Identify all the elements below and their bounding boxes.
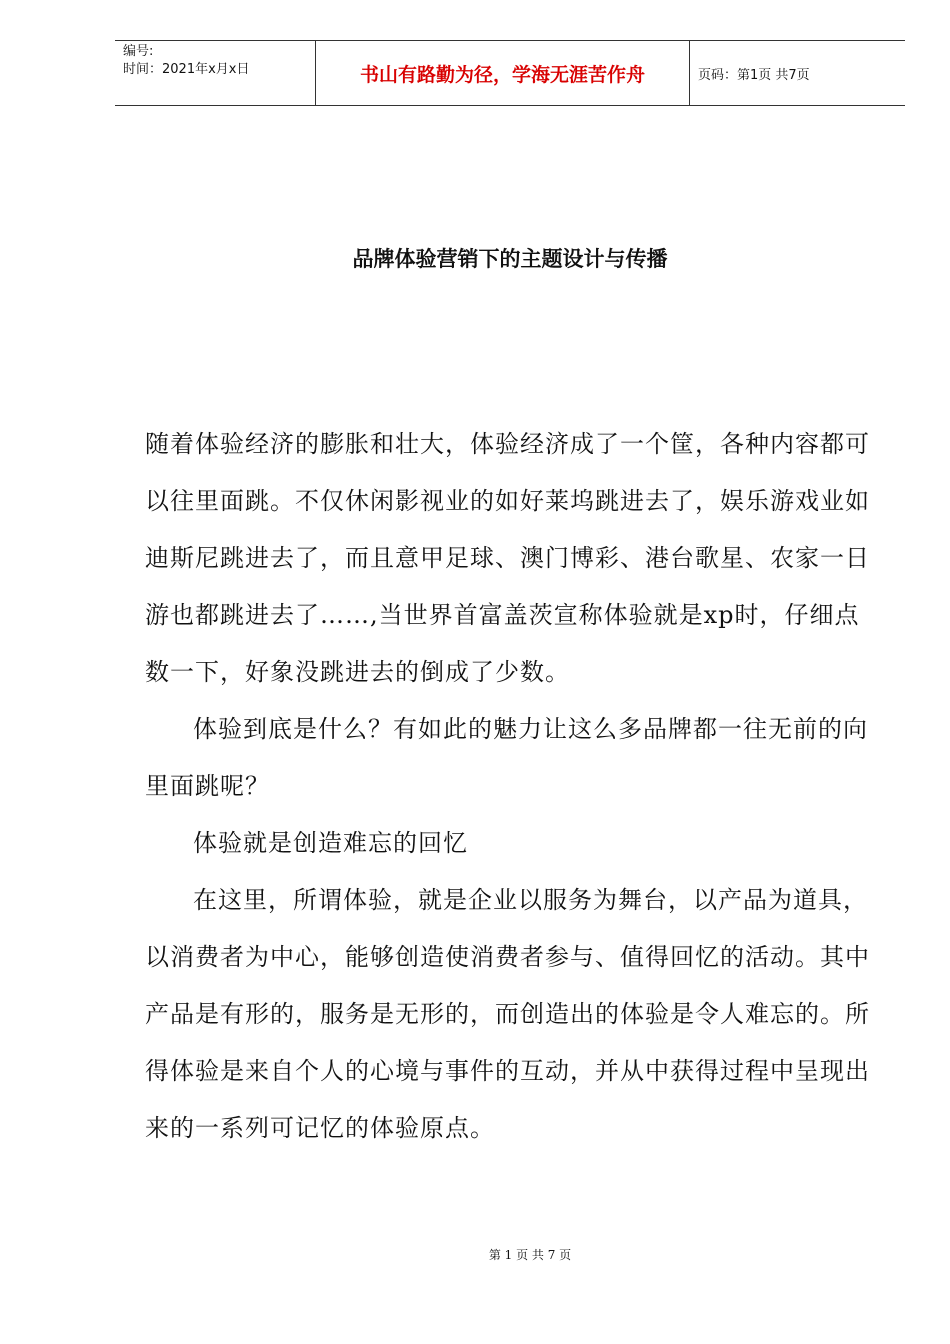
- body-paragraph: 体验到底是什么？有如此的魅力让这么多品牌都一往无前的向里面跳呢？: [145, 715, 868, 800]
- document-number-label: 编号:: [123, 44, 154, 59]
- body-paragraph: 在这里，所谓体验，就是企业以服务为舞台，以产品为道具，以消费者为中心，能够创造使消费者参与、值得回忆的活动。其中产品是有形的，服务是无形的，而创造出的体验是令人难忘的。所得体验是来自个人的心境与事件的互动，并从中获得过程中呈现出来的一系列可记忆的体验原点。: [145, 886, 870, 1142]
- page-header: [115, 40, 905, 106]
- section-heading: 体验就是创造难忘的回忆: [193, 829, 468, 857]
- document-body: [145, 416, 880, 1157]
- header-page-label: 页码：第1页 共7页: [698, 67, 810, 83]
- document-date-label: 时间：2021年x月x日: [123, 62, 250, 77]
- header-meta: [115, 41, 316, 105]
- header-motto: 书山有路勤为径，学海无涯苦作舟: [316, 41, 690, 105]
- page-footer: 第 1 页 共 7 页: [488, 1248, 572, 1262]
- body-paragraph: 随着体验经济的膨胀和壮大，体验经济成了一个筐，各种内容都可以往里面跳。不仅休闲影视业的如好莱坞跳进去了，娱乐游戏业如迪斯尼跳进去了，而且意甲足球、澳门博彩、港台歌星、农家一日游也都跳进去了……,当世界首富盖茨宣称体验就是xp时，仔细点数一下，好象没跳进去的倒成了少数。: [145, 430, 870, 686]
- document-title: 品牌体验营销下的主题设计与传播: [352, 246, 668, 271]
